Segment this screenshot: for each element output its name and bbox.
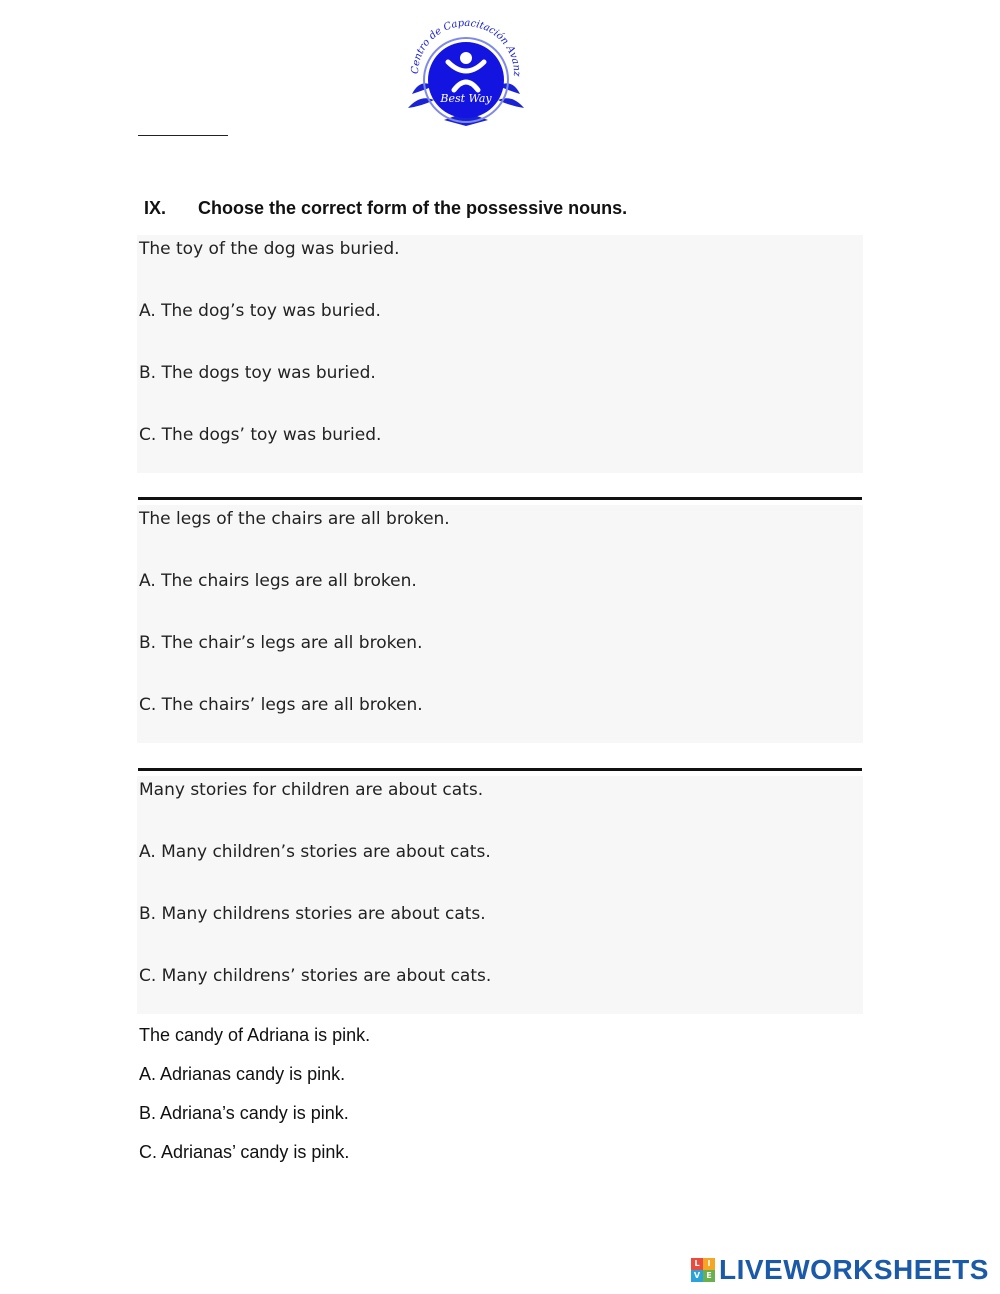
answer-option[interactable]: A. Many children’s stories are about cats. bbox=[139, 842, 491, 862]
answer-option[interactable]: A. The chairs legs are all broken. bbox=[139, 571, 417, 591]
answer-option[interactable]: C. Many childrens’ stories are about cats. bbox=[139, 966, 492, 986]
answer-option[interactable]: B. The chair’s legs are all broken. bbox=[139, 633, 423, 653]
logo-inner-text: Best Way bbox=[440, 92, 492, 105]
section-heading bbox=[144, 198, 627, 219]
answer-option[interactable]: C. The dogs’ toy was buried. bbox=[139, 425, 382, 445]
answer-option[interactable]: B. The dogs toy was buried. bbox=[139, 363, 376, 383]
school-logo bbox=[404, 16, 528, 126]
liveworksheets-brand[interactable] bbox=[691, 1255, 989, 1285]
name-blank-line bbox=[138, 135, 228, 136]
section-number: IX. bbox=[144, 198, 167, 218]
question-block-3 bbox=[137, 776, 863, 1014]
question-prompt: The candy of Adriana is pink. bbox=[139, 1025, 371, 1045]
answer-option[interactable]: A. Adrianas candy is pink. bbox=[139, 1064, 346, 1084]
liveworksheets-icon: L I V E bbox=[691, 1258, 715, 1282]
question-block-1 bbox=[137, 235, 863, 473]
answer-option[interactable]: B. Many childrens stories are about cats. bbox=[139, 904, 486, 924]
question-prompt: The toy of the dog was buried. bbox=[139, 239, 400, 259]
answer-option[interactable]: C. The chairs’ legs are all broken. bbox=[139, 695, 423, 715]
section-title: Choose the correct form of the possessive nouns. bbox=[198, 198, 628, 218]
logo-arc-text: Centro de Capacitación Avanz bbox=[409, 17, 523, 77]
separator bbox=[138, 497, 862, 500]
question-prompt: Many stories for children are about cats. bbox=[139, 780, 484, 800]
question-block-2 bbox=[137, 505, 863, 743]
answer-option[interactable]: A. The dog’s toy was buried. bbox=[139, 301, 381, 321]
liveworksheets-logo-text: LIVEWORKSHEETS bbox=[719, 1254, 989, 1285]
answer-option[interactable]: B. Adriana’s candy is pink. bbox=[139, 1103, 349, 1123]
answer-option[interactable]: C. Adrianas’ candy is pink. bbox=[139, 1142, 350, 1162]
separator bbox=[138, 768, 862, 771]
question-prompt: The legs of the chairs are all broken. bbox=[139, 509, 450, 529]
